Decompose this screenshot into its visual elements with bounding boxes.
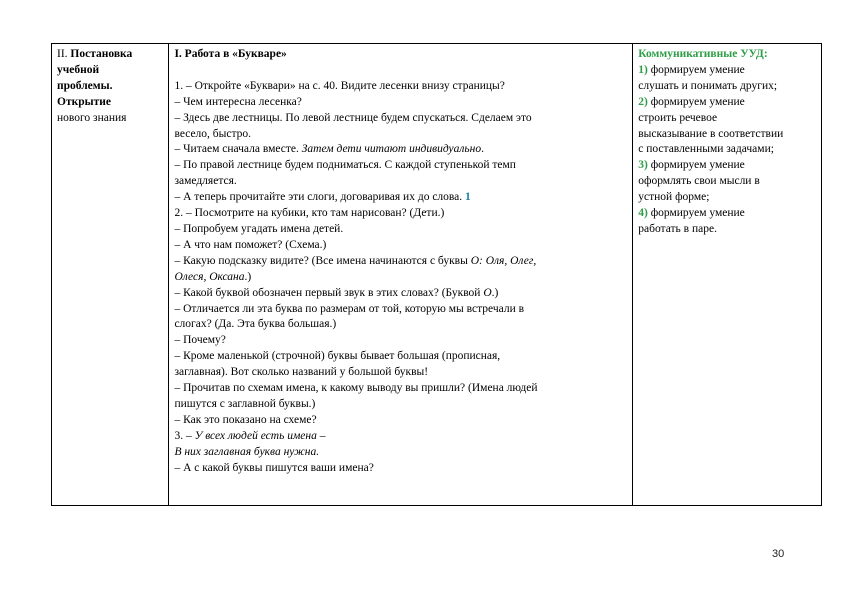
lesson-table <box>51 43 822 506</box>
uud-item-line: с поставленными задачами; <box>638 143 774 156</box>
stage-title-line: проблемы. <box>57 79 113 92</box>
uud-item-line: высказывание в соответствии <box>638 127 784 140</box>
work-line: пишутся с заглавной буквы.) <box>174 397 316 410</box>
work-italic: Затем дети читают индивидуально <box>301 143 482 156</box>
work-text: – Какой буквой обозначен первый звук в этих словах? (Буквой <box>174 286 484 299</box>
blank-line <box>174 63 628 79</box>
work-italic: О: Оля, Олег, <box>470 254 537 267</box>
uud-item-line <box>638 206 817 222</box>
work-line: В них заглавная буква нужна. <box>174 445 320 458</box>
work-line: 2. – Посмотрите на кубики, кто там нарисован? (Дети.) <box>174 207 445 220</box>
uud-item-line: оформлять свои мысли в <box>638 175 760 188</box>
work-line: слогах? (Да. Эта буква большая.) <box>174 318 337 331</box>
work-line <box>174 142 628 158</box>
stage-title-line: учебной <box>57 63 100 76</box>
uud-heading: Коммуникативные УУД: <box>638 48 768 60</box>
work-cell <box>169 44 633 506</box>
work-text: .) <box>491 286 499 299</box>
work-line <box>174 429 628 445</box>
uud-item-line <box>638 63 817 79</box>
work-line <box>174 254 628 270</box>
work-italic: О <box>483 286 492 299</box>
uud-item-line <box>638 158 817 174</box>
work-line: – Кроме маленькой (строчной) буквы бывает большая (прописная, <box>174 350 501 363</box>
work-line: – Здесь две лестницы. По левой лестнице будем спускаться. Сделаем это <box>174 111 532 124</box>
stage-title-line: нового знания <box>57 111 127 124</box>
work-line: – Прочитав по схемам имена, к какому выводу вы пришли? (Имена людей <box>174 382 538 395</box>
work-line <box>174 286 628 302</box>
work-line: 1. – Откройте «Буквари» на с. 40. Видите лесенки внизу страницы? <box>174 79 505 92</box>
uud-item-text: формируем умение <box>647 63 745 76</box>
uud-item-line: устной форме; <box>638 191 710 204</box>
uud-item-text: формируем умение <box>647 207 745 220</box>
work-text: .) <box>244 270 252 283</box>
work-line: заглавная). Вот сколько названий у большой буквы! <box>174 366 429 379</box>
stage-title-line: Постановка <box>70 48 133 60</box>
work-line: – А с какой буквы пишутся ваши имена? <box>174 461 374 474</box>
work-line: – Почему? <box>174 334 226 347</box>
uud-item-line: слушать и понимать других; <box>638 79 778 92</box>
uud-item-number: 1) <box>638 63 648 76</box>
uud-item-number: 3) <box>638 159 648 172</box>
uud-item-line: работать в паре. <box>638 222 717 235</box>
uud-item-text: формируем умение <box>647 95 745 108</box>
work-line: – Чем интересна лесенка? <box>174 95 302 108</box>
uud-item-line <box>638 95 817 111</box>
work-italic: Олеся, Оксана <box>174 270 245 283</box>
work-line <box>174 270 628 286</box>
page-number: 30 <box>772 548 785 560</box>
slide-number: 1 <box>465 191 471 204</box>
work-line: – Отличается ли эта буква по размерам от той, которую мы встречали в <box>174 302 525 315</box>
stage-title-line: Открытие <box>57 95 111 108</box>
work-text: – Читаем сначала вместе. <box>174 143 302 156</box>
uud-cell <box>633 44 822 506</box>
work-text: – Какую подсказку видите? (Все имена начинаются с буквы <box>174 254 471 267</box>
work-line: – Как это показано на схеме? <box>174 413 317 426</box>
stage-number: II. <box>57 48 71 60</box>
work-heading: I. Работа в «Букваре» <box>174 48 287 60</box>
work-italic: У всех людей есть имена – <box>194 429 326 442</box>
work-line: замедляется. <box>174 175 237 188</box>
work-line: – По правой лестнице будем подниматься. С каждой ступенькой темп <box>174 159 516 172</box>
uud-item-number: 4) <box>638 207 648 220</box>
uud-item-number: 2) <box>638 95 648 108</box>
uud-item-line: строить речевое <box>638 111 718 124</box>
table-row <box>52 44 822 506</box>
uud-item-text: формируем умение <box>647 159 745 172</box>
work-line <box>174 190 628 206</box>
work-text: – А теперь прочитайте эти слоги, договаривая их до слова. <box>174 191 466 204</box>
work-text: . <box>481 143 484 156</box>
work-text: 3. – <box>174 429 195 442</box>
work-line: весело, быстро. <box>174 127 252 140</box>
stage-cell <box>52 44 169 506</box>
work-line: – А что нам поможет? (Схема.) <box>174 238 327 251</box>
work-line: – Попробуем угадать имена детей. <box>174 222 344 235</box>
